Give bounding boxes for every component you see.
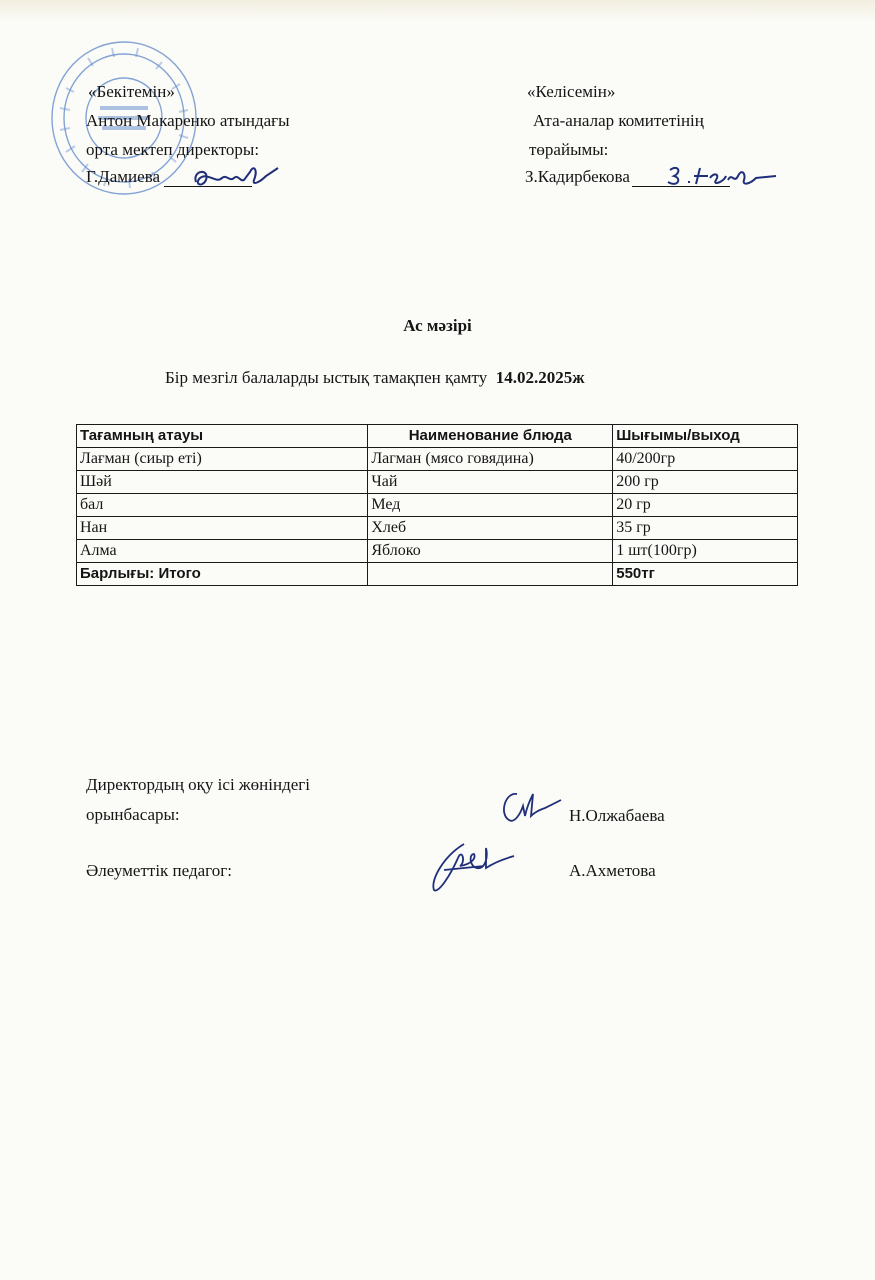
social-pedagogue-label: Әлеуметтік педагог: <box>86 861 232 880</box>
director-signature <box>188 160 288 194</box>
total-label: Барлығы: Итого <box>77 563 368 586</box>
total-value: 550тг <box>613 563 798 586</box>
dish-kk: Алма <box>77 540 368 563</box>
header-output: Шығымы/выход <box>613 425 798 448</box>
committee-chair-name: З.Кадирбекова <box>525 167 630 186</box>
page-title: Ас мәзірі <box>403 316 472 335</box>
dish-kk: Шәй <box>77 471 368 494</box>
total-empty <box>368 563 613 586</box>
dish-output: 200 гр <box>613 471 798 494</box>
table-header-row <box>77 425 798 448</box>
social-pedagogue-name: А.Ахметова <box>569 861 656 880</box>
table-row <box>77 517 798 540</box>
approval-line2: орта мектеп директоры: <box>86 140 260 159</box>
social-pedagogue-signature <box>424 836 524 896</box>
committee-signature <box>664 158 784 192</box>
approval-title: «Бекітемін» <box>88 82 175 101</box>
dish-kk: Нан <box>77 517 368 540</box>
dish-kk: бал <box>77 494 368 517</box>
dish-output: 20 гр <box>613 494 798 517</box>
deputy-title-line2: орынбасары: <box>86 805 180 824</box>
subtitle-text: Бір мезгіл балаларды ыстық тамақпен қамту <box>165 368 488 387</box>
dish-ru: Мед <box>368 494 613 517</box>
dish-output: 35 гр <box>613 517 798 540</box>
table-total-row <box>77 563 798 586</box>
dish-ru: Яблоко <box>368 540 613 563</box>
dish-output: 40/200гр <box>613 448 798 471</box>
menu-date: 14.02.2025ж <box>495 368 585 387</box>
table-row <box>77 540 798 563</box>
header-kk: Тағамның атауы <box>77 425 368 448</box>
approval-line1: Антон Макаренко атындағы <box>86 111 290 130</box>
table-row <box>77 448 798 471</box>
paper-top-edge <box>0 0 875 22</box>
header-ru: Наименование блюда <box>368 425 613 448</box>
dish-ru: Чай <box>368 471 613 494</box>
dish-ru: Лагман (мясо говядина) <box>368 448 613 471</box>
agreement-line2: төрайымы: <box>529 140 609 159</box>
dish-ru: Хлеб <box>368 517 613 540</box>
director-name: Г.Дамиева <box>86 167 161 186</box>
menu-subtitle <box>165 368 585 388</box>
deputy-title-line1: Директордың оқу ісі жөніндегі <box>86 775 310 794</box>
deputy-name: Н.Олжабаева <box>569 806 665 825</box>
menu-table <box>76 424 798 586</box>
table-row <box>77 471 798 494</box>
dish-kk: Лағман (сиыр еті) <box>77 448 368 471</box>
agreement-line1: Ата-аналар комитетінің <box>533 111 704 130</box>
table-row <box>77 494 798 517</box>
deputy-signature <box>495 786 565 828</box>
agreement-title: «Келісемін» <box>527 82 616 101</box>
dish-output: 1 шт(100гр) <box>613 540 798 563</box>
